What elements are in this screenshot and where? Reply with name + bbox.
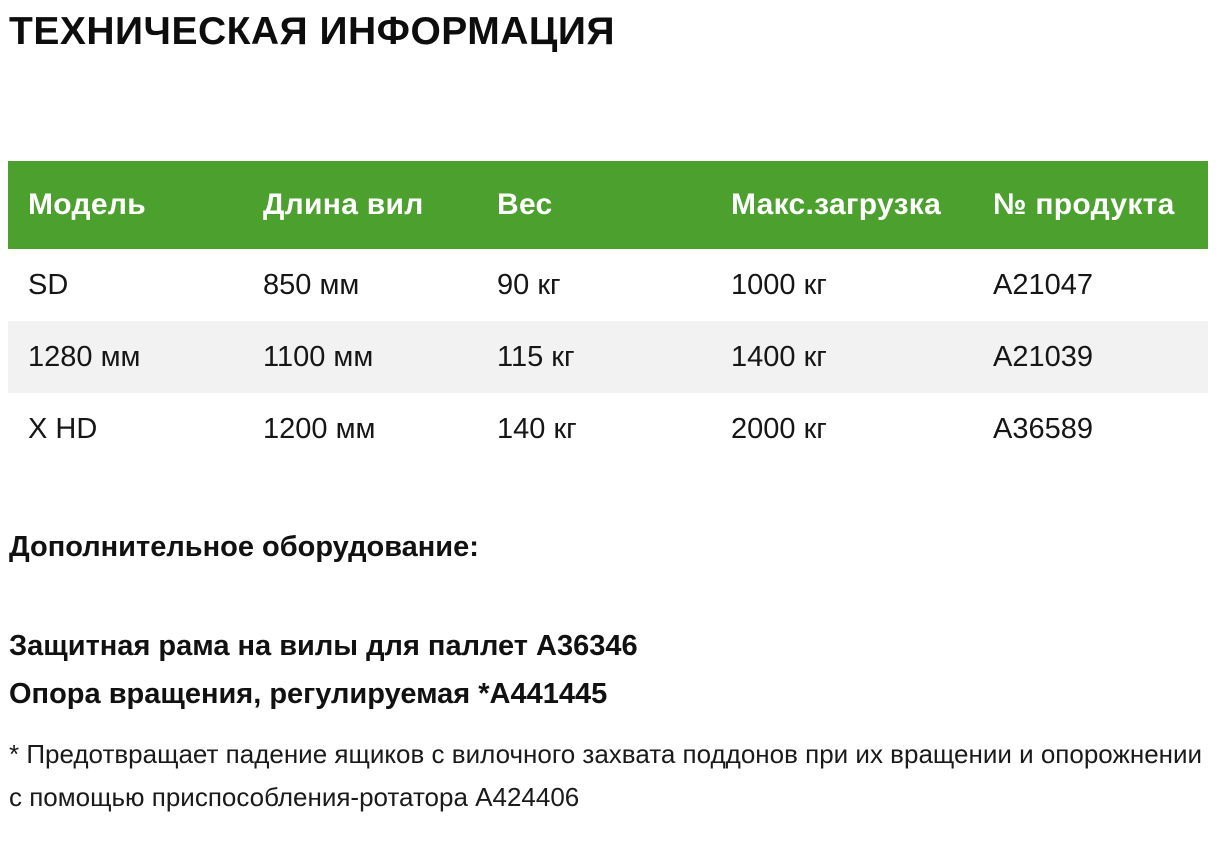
cell-max-load: 2000 кг [731, 412, 827, 445]
cell-max-load: 1400 кг [731, 340, 827, 373]
cell-fork-length: 1100 мм [263, 340, 374, 373]
cell-max-load: 1000 кг [731, 268, 827, 301]
table-row [8, 393, 1208, 465]
spec-table [8, 161, 1208, 465]
cell-product-number: A36589 [993, 412, 1093, 445]
cell-fork-length: 850 мм [263, 268, 360, 301]
header-product-number: № продукта [993, 188, 1175, 221]
header-fork-length: Длина вил [263, 188, 424, 221]
footnote: * Предотвращает падение ящиков с вилочного захвата поддонов при их вращении и опорожнении с помощью приспособления-ротатора A424406 [9, 739, 1203, 812]
cell-fork-length: 1200 мм [263, 412, 376, 445]
cell-model: X HD [28, 412, 98, 445]
cell-model: 1280 мм [28, 340, 141, 373]
extras-heading: Дополнительное оборудование: [9, 531, 479, 563]
list-item: Опора вращения, регулируемая *A441445 [9, 678, 608, 710]
header-model: Модель [28, 188, 146, 221]
cell-weight: 90 кг [497, 268, 561, 301]
page-title: ТЕХНИЧЕСКАЯ ИНФОРМАЦИЯ [9, 10, 615, 53]
cell-weight: 140 кг [497, 412, 577, 445]
header-weight: Вес [497, 188, 553, 221]
cell-product-number: A21039 [993, 340, 1093, 373]
table-header-row [8, 161, 1208, 249]
table-row [8, 249, 1208, 321]
table-row [8, 321, 1208, 393]
cell-model: SD [28, 268, 69, 301]
cell-product-number: A21047 [993, 268, 1093, 301]
list-item: Защитная рама на вилы для паллет A36346 [9, 630, 638, 662]
cell-weight: 115 кг [497, 340, 575, 373]
header-max-load: Макс.загрузка [731, 188, 942, 221]
extras-list [9, 622, 638, 718]
